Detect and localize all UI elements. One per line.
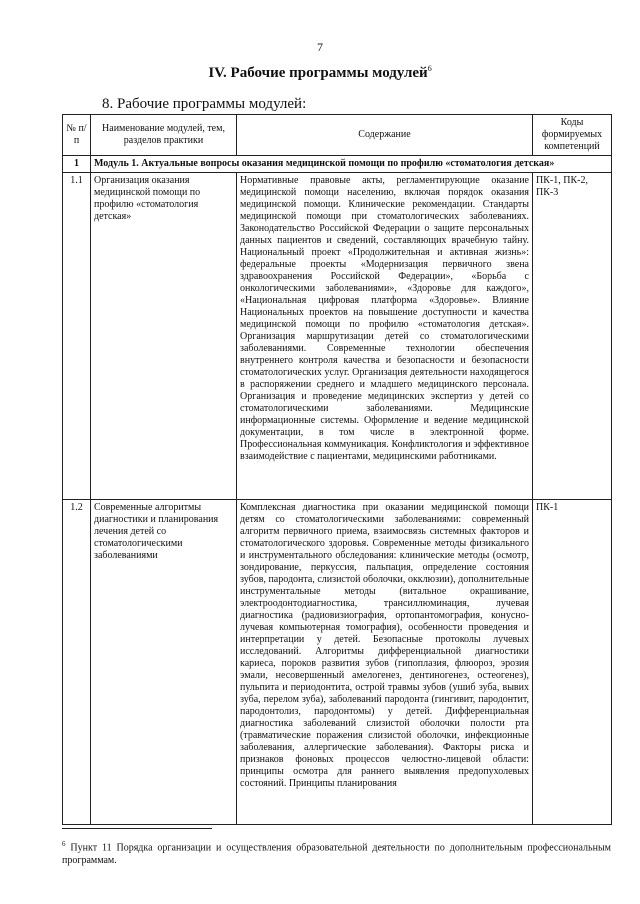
table-row [63,500,612,825]
module-title: Модуль 1. Актуальные вопросы оказания медицинской помощи по профилю «стоматология детская» [91,156,612,173]
row-content-text: Комплексная диагностика при оказании медицинской помощи детям со стоматологическими заболеваниями: современный алгоритм первичного приема, взаимосвязь системных факторов и стоматологического здоровья. Современные методы физикального и инструментального обследования: клинические методы (осмотр, зондирование, перкуссия, пальпация, определение состояния зубов, пародонта, слизистой оболочки, окклюзии), дополнительные инструментальные методы (витальное окрашивание, электроодонтодиагностика, трансиллюминация, лучевая диагностика (радиовизиография, ортопантомография, конусно-лучевая компьютерная томография), особенности проведения и интерпретации у детей. Безопасные протоколы лучевых исследований. Алгоритмы дифференциальной диагностики кариеса, пороков развития зубов (гипоплазия, флюороз, эрозия эмали, несовершенный амелогенез, дентиногенез, остеогенез), пульпита и периодонтита, острой травмы зубов (ушиб зуба, вывих зуба, перелом зуба), заболеваний пародонта (гингивит, пародонтит, пародонтолиз, пародонтомы) у детей. Дифференциальная диагностика заболеваний слизистой оболочки полости рта (травматические поражения слизистой оболочки, инфекционные заболевания, аллергические заболевания). Факторы риска и признаков фоновых процессов челюстно-лицевой области: принципы осмотра для раннего выявления предопухолевых состояний. Принципы планирования [240,502,529,789]
footnote-ref: 6 [62,840,66,848]
module-row [63,156,612,173]
table-header-row [63,115,612,156]
row-name: Организация оказания медицинской помощи по профилю «стоматология детская» [91,173,237,500]
footnote-divider [62,828,212,829]
row-codes: ПК-1, ПК-2, ПК-3 [533,173,612,500]
row-content-text: Нормативные правовые акты, регламентирующие оказание медицинской помощи населению, включая порядок оказания медицинской помощи. Клинические рекомендации. Стандарты медицинской помощи при стоматологических заболеваниях. Законодательство Российской Федерации о защите персональных данных пациентов и сведений, составляющих врачебную тайну. Национальный проект «Продолжительная и активная жизнь»: федеральные проекты «Модернизация первичного звена здравоохранения Российской Федерации», «Борьба с онкологическими заболеваниями», «Здоровье для каждого», «Национальная цифровая платформа «Здоровье». Влияние Национальных проектов на повышение доступности и качества медицинской помощи по профилю «стоматология детская». Организация маршрутизации детей со стоматологическими заболеваниями. Современные технологии обеспечения внутреннего контроля качества и безопасности и безопасности стоматологических услуг. Организация деятельности находящегося в распоряжении среднего и младшего медицинского персонала. Организация и проведение медицинских экспертиз у детей со стоматологическими заболеваниями. Медицинские информационные системы. Оформление и ведение медицинской документации, в том числе в электронной форме. Профессиональная коммуникация. Конфликтология и эффективное взаимодействие с пациентами, медицинскими работниками. [240,175,529,462]
heading-text: IV. Рабочие программы модулей [208,65,428,81]
section-subheading: 8. Рабочие программы модулей: [102,96,307,112]
page-number: 7 [317,40,323,54]
row-name: Современные алгоритмы диагностики и планирования лечения детей со стоматологическими заболеваниями [91,500,237,825]
header-codes: Коды формируемых компетенций [533,115,612,156]
row-number: 1.1 [63,173,91,500]
footnote-text: Пункт 11 Порядка организации и осуществления образовательной деятельности по дополнительным профессиональным программам. [62,842,611,867]
header-number: № п/п [63,115,91,156]
header-content: Содержание [237,115,533,156]
footnote [62,838,611,867]
row-content [237,173,533,500]
header-name: Наименование модулей, тем, разделов практики [91,115,237,156]
row-number: 1.2 [63,500,91,825]
modules-table [62,114,612,825]
heading-footnote-ref: 6 [427,64,432,73]
module-number: 1 [63,156,91,173]
row-content [237,500,533,825]
table-row [63,173,612,500]
row-codes: ПК-1 [533,500,612,825]
page-heading [0,64,640,82]
